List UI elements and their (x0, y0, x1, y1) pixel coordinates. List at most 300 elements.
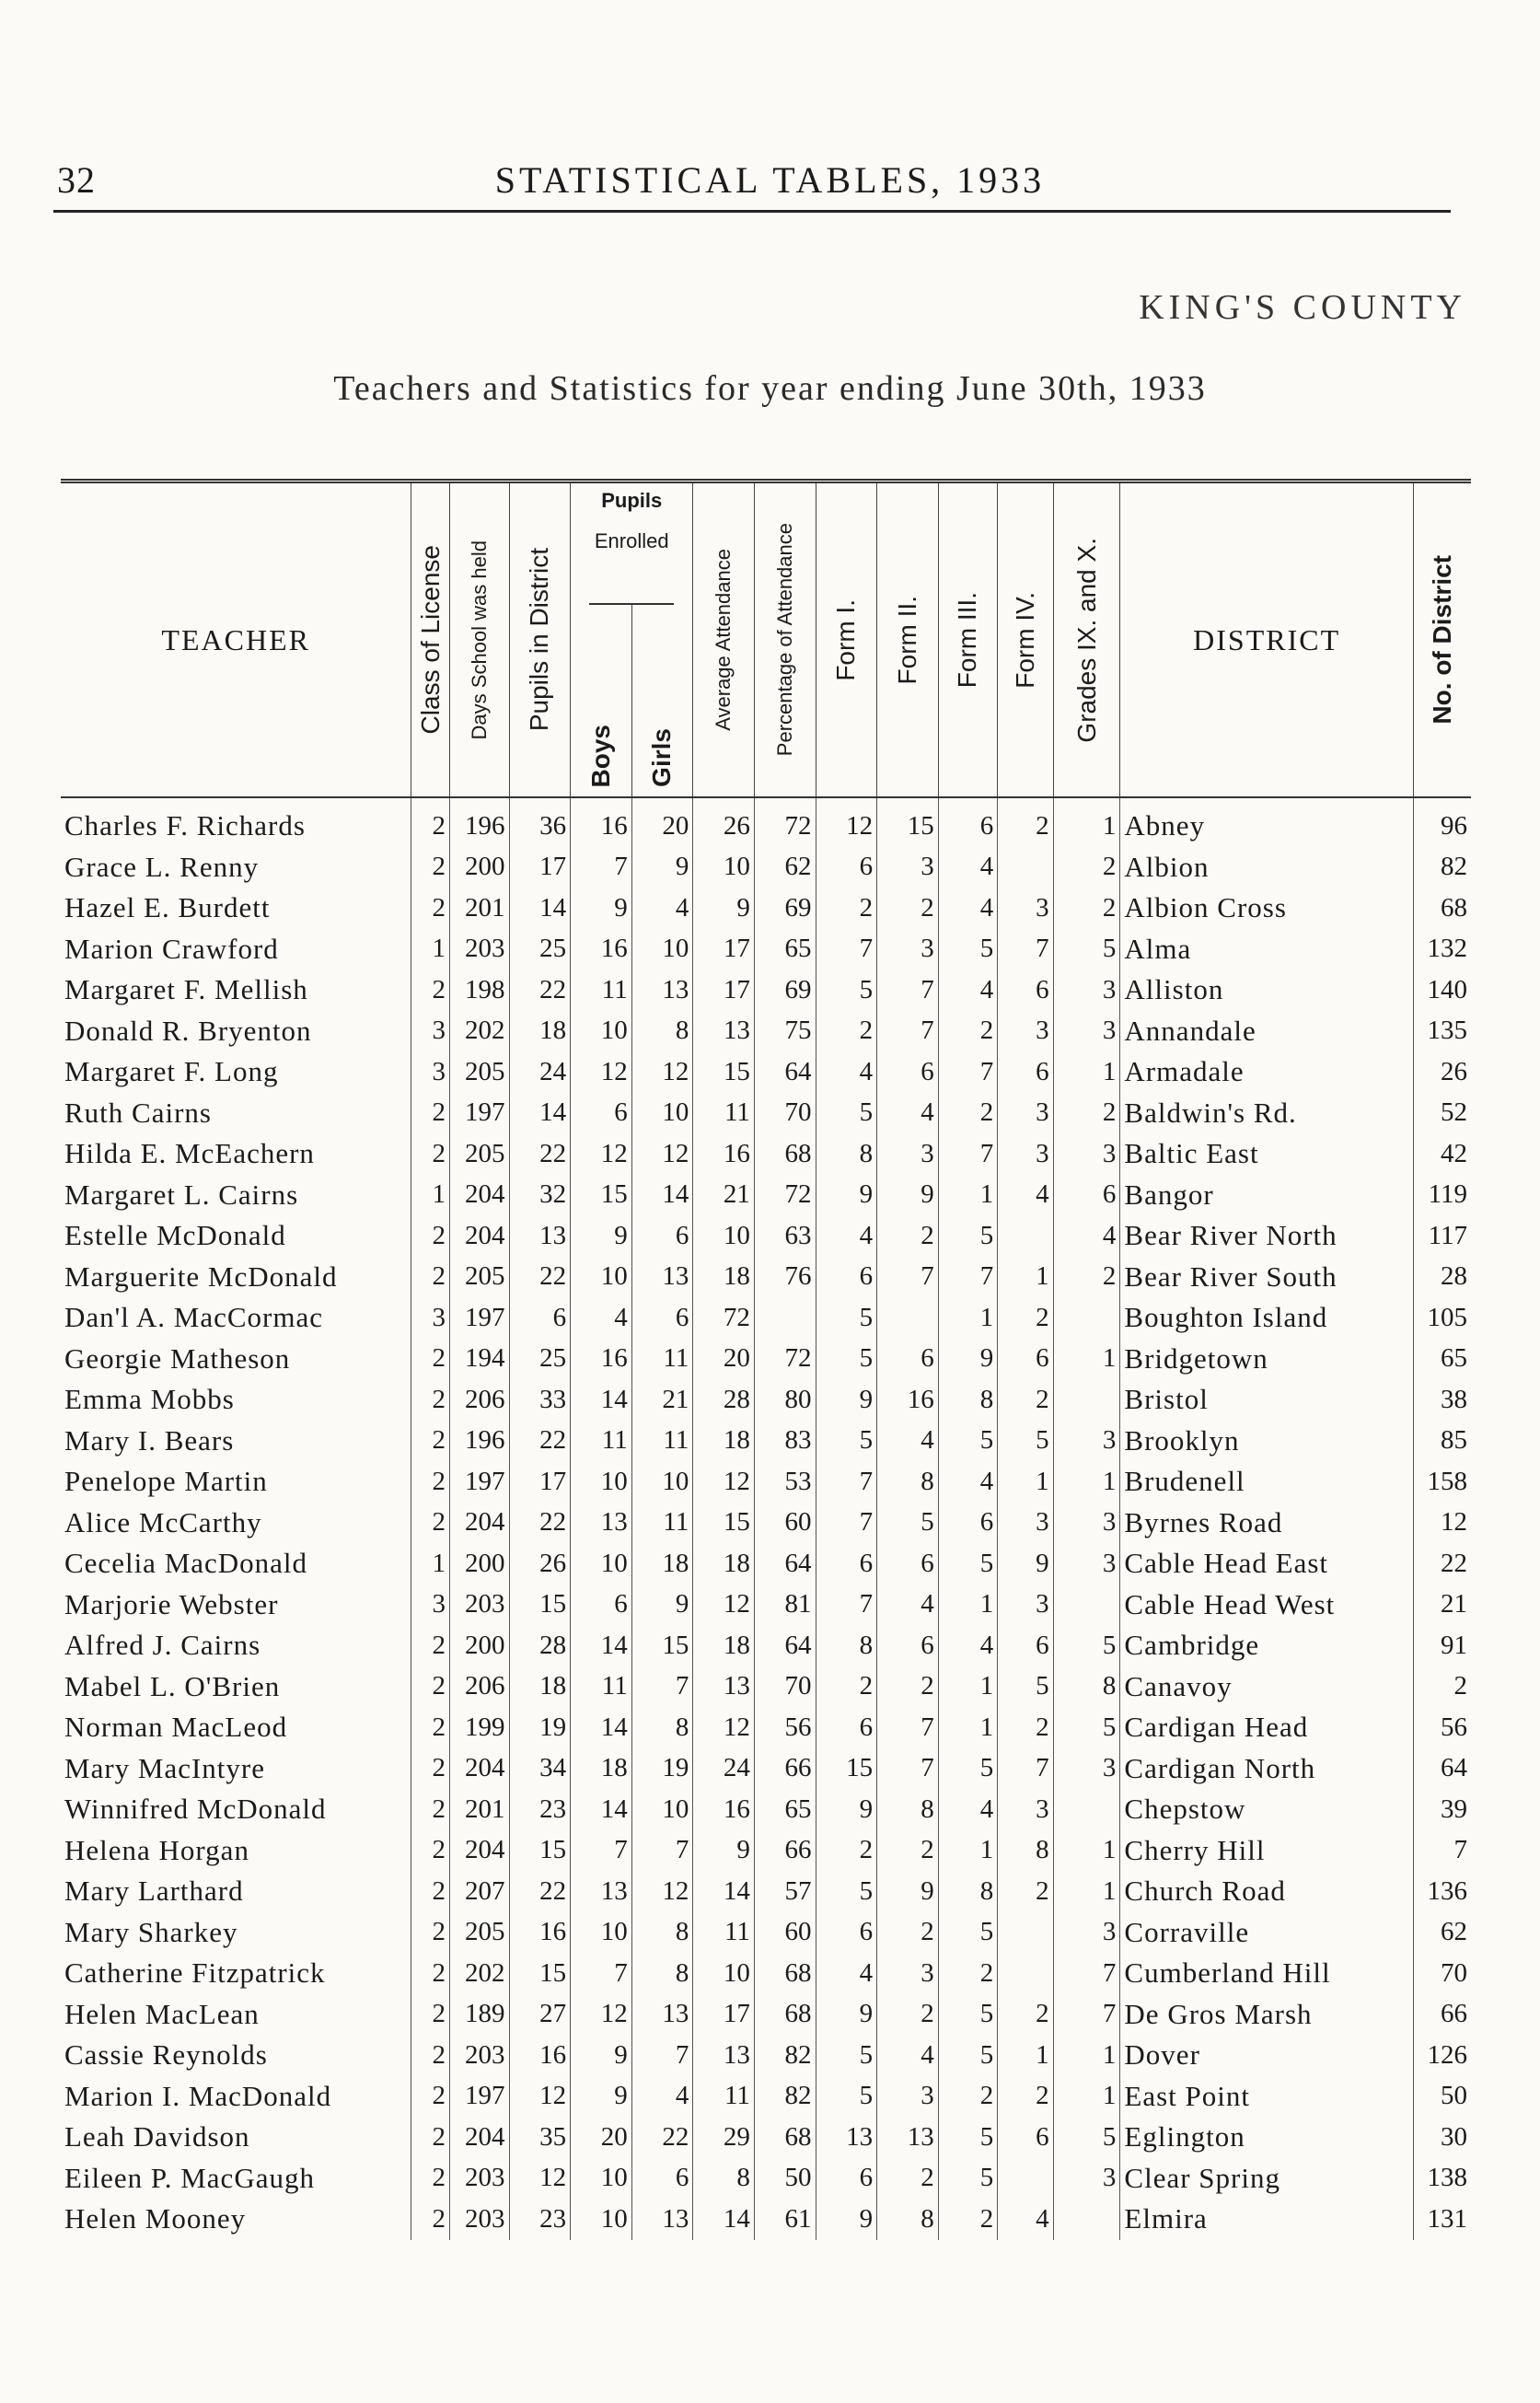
grades-cell: 1 (1053, 1830, 1120, 1872)
grades-cell (1053, 1297, 1120, 1339)
average-attendance-cell: 14 (693, 1871, 755, 1912)
average-attendance-cell: 15 (693, 1051, 755, 1093)
form-2-cell: 8 (877, 2199, 939, 2240)
days-held-cell: 200 (450, 847, 510, 888)
form-3-cell: 7 (938, 1051, 998, 1093)
license-class-cell: 2 (411, 2158, 450, 2200)
grades-cell: 2 (1053, 847, 1120, 888)
boys-cell: 13 (571, 1871, 632, 1912)
table-row (61, 2117, 1471, 2158)
percentage-attendance-cell: 70 (754, 1093, 816, 1134)
boys-cell: 11 (571, 1666, 632, 1708)
form-4-cell: 3 (998, 1585, 1053, 1626)
license-class-cell: 2 (411, 1789, 450, 1830)
percentage-attendance-cell: 64 (754, 1543, 816, 1585)
average-attendance-cell: 13 (693, 1011, 755, 1052)
district-number-cell: 66 (1413, 1994, 1471, 2036)
district-cell: Abney (1120, 797, 1413, 847)
table-row (61, 1175, 1471, 1216)
average-attendance-cell: 13 (693, 2035, 755, 2076)
license-class-cell: 2 (411, 1503, 450, 1544)
table-row (61, 1461, 1471, 1503)
form-2-cell: 7 (877, 1707, 939, 1748)
license-class-cell: 2 (411, 1215, 450, 1257)
form-2-cell: 7 (877, 1748, 939, 1790)
teacher-cell: Margaret F. Mellish (64, 973, 308, 1006)
girls-cell: 19 (631, 1748, 693, 1790)
table-row (61, 1871, 1471, 1912)
form-1-cell: 2 (816, 1011, 877, 1052)
teacher-cell: Cassie Reynolds (64, 2038, 268, 2072)
grades-cell: 2 (1053, 1093, 1120, 1134)
percentage-attendance-cell: 75 (754, 1011, 816, 1052)
column-header-form-4: Form IV. (998, 482, 1053, 798)
grades-cell: 1 (1053, 1461, 1120, 1503)
form-3-cell: 2 (938, 2199, 998, 2240)
table-row (61, 1011, 1471, 1052)
pupils-in-district-cell: 22 (509, 1503, 571, 1544)
boys-cell: 10 (571, 1011, 632, 1052)
days-held-cell: 200 (450, 1625, 510, 1666)
form-4-cell: 2 (998, 1707, 1053, 1748)
district-cell: Baldwin's Rd. (1120, 1093, 1413, 1134)
pupils-in-district-cell: 27 (509, 1994, 571, 2036)
boys-cell: 7 (571, 1953, 632, 1994)
column-header-days-held: Days School was held (450, 482, 510, 798)
boys-cell: 7 (571, 847, 632, 888)
district-cell: Corraville (1120, 1912, 1413, 1954)
days-held-cell: 194 (450, 1339, 510, 1380)
boys-cell: 11 (571, 969, 632, 1011)
form-1-cell: 5 (816, 2035, 877, 2076)
grades-cell: 8 (1053, 1666, 1120, 1708)
teacher-cell: Eileen P. MacGaugh (64, 2161, 315, 2194)
district-cell: Cardigan North (1120, 1748, 1413, 1790)
district-number-cell: 96 (1413, 797, 1471, 847)
district-cell: Bridgetown (1120, 1339, 1413, 1380)
column-header-form-3: Form III. (938, 482, 998, 798)
form-3-cell: 6 (938, 1503, 998, 1544)
form-4-cell: 2 (998, 1297, 1053, 1339)
form-2-cell: 7 (877, 1011, 939, 1052)
boys-cell: 15 (571, 1175, 632, 1216)
teacher-cell: Helen MacLean (64, 1997, 260, 2030)
form-3-cell: 5 (938, 1215, 998, 1257)
pupils-in-district-cell: 12 (509, 2158, 571, 2200)
boys-cell: 16 (571, 797, 632, 847)
form-2-cell: 5 (877, 1503, 939, 1544)
district-number-cell: 91 (1413, 1625, 1471, 1666)
district-number-cell: 68 (1413, 888, 1471, 929)
form-4-cell: 6 (998, 2117, 1053, 2158)
grades-cell (1053, 2199, 1120, 2240)
average-attendance-cell: 18 (693, 1421, 755, 1462)
days-held-cell: 197 (450, 1461, 510, 1503)
teacher-cell: Marion Crawford (64, 932, 279, 965)
license-class-cell: 2 (411, 1994, 450, 2036)
average-attendance-cell: 14 (693, 2199, 755, 2240)
district-cell: De Gros Marsh (1120, 1994, 1413, 2036)
pupils-in-district-cell: 22 (509, 1133, 571, 1175)
grades-cell: 1 (1053, 2076, 1120, 2118)
grades-cell: 5 (1053, 1625, 1120, 1666)
days-held-cell: 203 (450, 1585, 510, 1626)
form-1-cell: 7 (816, 1585, 877, 1626)
district-number-cell: 42 (1413, 1133, 1471, 1175)
form-3-cell: 2 (938, 1953, 998, 1994)
column-header-grades: Grades IX. and X. (1053, 482, 1120, 798)
form-4-cell: 4 (998, 2199, 1053, 2240)
girls-cell: 8 (631, 1953, 693, 1994)
form-4-cell: 4 (998, 1175, 1053, 1216)
column-header-class-of-license: Class of License (411, 482, 450, 798)
girls-cell: 18 (631, 1543, 693, 1585)
form-2-cell: 13 (877, 2117, 939, 2158)
girls-cell: 6 (631, 2158, 693, 2200)
license-class-cell: 2 (411, 1912, 450, 1954)
district-number-cell: 7 (1413, 1830, 1471, 1872)
teacher-cell: Winnifred McDonald (64, 1793, 327, 1826)
days-held-cell: 206 (450, 1666, 510, 1708)
form-1-cell: 9 (816, 1789, 877, 1830)
days-held-cell: 205 (450, 1257, 510, 1298)
grades-cell: 3 (1053, 969, 1120, 1011)
district-cell: Cumberland Hill (1120, 1953, 1413, 1994)
statistics-table (61, 479, 1471, 2240)
district-number-cell: 140 (1413, 969, 1471, 1011)
percentage-attendance-cell: 83 (754, 1421, 816, 1462)
district-number-cell: 158 (1413, 1461, 1471, 1503)
license-class-cell: 2 (411, 1461, 450, 1503)
column-header-form-1: Form I. (816, 482, 877, 798)
average-attendance-cell: 12 (693, 1707, 755, 1748)
form-4-cell: 2 (998, 1871, 1053, 1912)
percentage-attendance-cell: 70 (754, 1666, 816, 1708)
grades-cell: 7 (1053, 1953, 1120, 1994)
girls-cell: 13 (631, 2199, 693, 2240)
teacher-cell: Catherine Fitzpatrick (64, 1956, 326, 1990)
percentage-attendance-cell: 57 (754, 1871, 816, 1912)
form-4-cell: 1 (998, 1461, 1053, 1503)
days-held-cell: 203 (450, 929, 510, 970)
form-4-cell: 7 (998, 1748, 1053, 1790)
average-attendance-cell: 18 (693, 1625, 755, 1666)
teacher-cell: Charles F. Richards (64, 809, 306, 842)
form-4-cell: 1 (998, 2035, 1053, 2076)
days-held-cell: 204 (450, 1215, 510, 1257)
boys-cell: 7 (571, 1830, 632, 1872)
district-cell: Chepstow (1120, 1789, 1413, 1830)
district-number-cell: 64 (1413, 1748, 1471, 1790)
form-2-cell: 2 (877, 888, 939, 929)
district-cell: Clear Spring (1120, 2158, 1413, 2200)
pupils-in-district-cell: 25 (509, 929, 571, 970)
boys-cell: 9 (571, 2035, 632, 2076)
form-2-cell: 6 (877, 1339, 939, 1380)
girls-cell: 7 (631, 1666, 693, 1708)
boys-cell: 10 (571, 1257, 632, 1298)
teacher-cell: Mabel L. O'Brien (64, 1669, 281, 1702)
license-class-cell: 2 (411, 1093, 450, 1134)
district-number-cell: 105 (1413, 1297, 1471, 1339)
teacher-cell: Marion I. MacDonald (64, 2079, 332, 2112)
table-row (61, 1297, 1471, 1339)
license-class-cell: 2 (411, 1625, 450, 1666)
grades-cell: 3 (1053, 1748, 1120, 1790)
average-attendance-cell: 11 (693, 1093, 755, 1134)
pupils-in-district-cell: 17 (509, 1461, 571, 1503)
teacher-cell: Marjorie Webster (64, 1587, 279, 1620)
girls-cell: 9 (631, 847, 693, 888)
days-held-cell: 204 (450, 1748, 510, 1790)
column-header-district: DISTRICT (1120, 482, 1413, 798)
average-attendance-cell: 16 (693, 1789, 755, 1830)
district-cell: Bear River North (1120, 1215, 1413, 1257)
form-3-cell: 8 (938, 1871, 998, 1912)
grades-cell (1053, 1379, 1120, 1421)
form-2-cell: 4 (877, 1421, 939, 1462)
girls-cell: 12 (631, 1051, 693, 1093)
form-3-cell: 4 (938, 1461, 998, 1503)
district-number-cell: 70 (1413, 1953, 1471, 1994)
column-header-average-attendance: Average Attendance (693, 482, 755, 798)
form-3-cell: 5 (938, 2035, 998, 2076)
form-3-cell: 1 (938, 1175, 998, 1216)
form-4-cell: 2 (998, 2076, 1053, 2118)
grades-cell: 3 (1053, 1133, 1120, 1175)
grades-cell: 7 (1053, 1994, 1120, 2036)
teacher-cell: Hilda E. McEachern (64, 1137, 315, 1170)
form-4-cell: 8 (998, 1830, 1053, 1872)
percentage-attendance-cell: 53 (754, 1461, 816, 1503)
table-row (61, 1707, 1471, 1748)
enrolled-label: Enrolled (594, 529, 669, 552)
teacher-cell: Mary MacIntyre (64, 1751, 265, 1784)
license-class-cell: 2 (411, 1421, 450, 1462)
teacher-cell: Helen Mooney (64, 2202, 247, 2235)
district-number-cell: 28 (1413, 1257, 1471, 1298)
boys-cell: 12 (571, 1994, 632, 2036)
teacher-cell: Ruth Cairns (64, 1096, 212, 1129)
grades-cell: 3 (1053, 1543, 1120, 1585)
pupils-in-district-cell: 6 (509, 1297, 571, 1339)
table-row (61, 888, 1471, 929)
form-4-cell: 1 (998, 1257, 1053, 1298)
girls-cell: 6 (631, 1297, 693, 1339)
form-4-cell: 9 (998, 1543, 1053, 1585)
boys-cell: 10 (571, 1461, 632, 1503)
grades-cell: 5 (1053, 1707, 1120, 1748)
form-2-cell (877, 1297, 939, 1339)
days-held-cell: 203 (450, 2035, 510, 2076)
license-class-cell: 2 (411, 2199, 450, 2240)
days-held-cell: 206 (450, 1379, 510, 1421)
form-1-cell: 4 (816, 1953, 877, 1994)
pupils-in-district-cell: 22 (509, 1871, 571, 1912)
girls-cell: 14 (631, 1175, 693, 1216)
district-cell: Eglington (1120, 2117, 1413, 2158)
table-row (61, 1625, 1471, 1666)
form-1-cell: 5 (816, 1339, 877, 1380)
form-3-cell: 1 (938, 1666, 998, 1708)
average-attendance-cell: 10 (693, 847, 755, 888)
form-3-cell: 5 (938, 929, 998, 970)
grades-cell: 3 (1053, 1421, 1120, 1462)
percentage-attendance-cell: 82 (754, 2035, 816, 2076)
district-number-cell: 39 (1413, 1789, 1471, 1830)
percentage-attendance-cell: 66 (754, 1830, 816, 1872)
form-4-cell: 3 (998, 1133, 1053, 1175)
percentage-attendance-cell: 68 (754, 1953, 816, 1994)
percentage-attendance-cell: 72 (754, 797, 816, 847)
form-3-cell: 5 (938, 1912, 998, 1954)
teacher-cell: Leah Davidson (64, 2120, 250, 2153)
district-cell: Albion Cross (1120, 888, 1413, 929)
license-class-cell: 3 (411, 1011, 450, 1052)
grades-cell: 1 (1053, 2035, 1120, 2076)
boys-cell: 16 (571, 929, 632, 970)
district-number-cell: 22 (1413, 1543, 1471, 1585)
form-4-cell: 5 (998, 1666, 1053, 1708)
pupils-label: Pupils (601, 489, 663, 512)
percentage-attendance-cell: 66 (754, 1748, 816, 1790)
girls-cell: 8 (631, 1912, 693, 1954)
teacher-cell: Cecelia MacDonald (64, 1547, 308, 1580)
percentage-attendance-cell: 61 (754, 2199, 816, 2240)
average-attendance-cell: 11 (693, 1912, 755, 1954)
form-3-cell: 5 (938, 2117, 998, 2158)
license-class-cell: 2 (411, 888, 450, 929)
column-header-district-number: No. of District (1413, 482, 1471, 798)
average-attendance-cell: 17 (693, 929, 755, 970)
form-3-cell: 5 (938, 1748, 998, 1790)
girls-cell: 6 (631, 1215, 693, 1257)
license-class-cell: 2 (411, 1379, 450, 1421)
district-number-cell: 30 (1413, 2117, 1471, 2158)
form-2-cell: 6 (877, 1543, 939, 1585)
average-attendance-cell: 8 (693, 2158, 755, 2200)
form-4-cell: 6 (998, 1051, 1053, 1093)
form-2-cell: 2 (877, 1912, 939, 1954)
form-2-cell: 2 (877, 1666, 939, 1708)
percentage-attendance-cell: 80 (754, 1379, 816, 1421)
girls-cell: 20 (631, 797, 693, 847)
teacher-cell: Margaret F. Long (64, 1055, 279, 1088)
teacher-cell: Mary Larthard (64, 1875, 244, 1908)
form-3-cell: 1 (938, 1585, 998, 1626)
form-3-cell: 9 (938, 1339, 998, 1380)
grades-cell: 5 (1053, 2117, 1120, 2158)
average-attendance-cell: 9 (693, 1830, 755, 1872)
days-held-cell: 201 (450, 1789, 510, 1830)
days-held-cell: 196 (450, 797, 510, 847)
form-3-cell: 5 (938, 2158, 998, 2200)
boys-cell: 10 (571, 1912, 632, 1954)
percentage-attendance-cell: 82 (754, 2076, 816, 2118)
form-3-cell: 4 (938, 969, 998, 1011)
boys-cell: 18 (571, 1748, 632, 1790)
license-class-cell: 2 (411, 2035, 450, 2076)
table-row (61, 1912, 1471, 1954)
average-attendance-cell: 18 (693, 1543, 755, 1585)
form-3-cell: 5 (938, 1421, 998, 1462)
form-2-cell: 15 (877, 797, 939, 847)
percentage-attendance-cell: 64 (754, 1051, 816, 1093)
district-number-cell: 50 (1413, 2076, 1471, 2118)
form-1-cell: 8 (816, 1133, 877, 1175)
average-attendance-cell: 10 (693, 1953, 755, 1994)
form-2-cell: 4 (877, 1585, 939, 1626)
percentage-attendance-cell: 72 (754, 1175, 816, 1216)
license-class-cell: 2 (411, 1339, 450, 1380)
teacher-cell: Norman MacLeod (64, 1711, 288, 1744)
table-row (61, 1666, 1471, 1708)
form-1-cell: 2 (816, 1666, 877, 1708)
days-held-cell: 202 (450, 1953, 510, 1994)
form-1-cell: 6 (816, 1543, 877, 1585)
form-3-cell: 1 (938, 1830, 998, 1872)
license-class-cell: 2 (411, 1133, 450, 1175)
percentage-attendance-cell: 81 (754, 1585, 816, 1626)
form-4-cell (998, 847, 1053, 888)
days-held-cell: 203 (450, 2199, 510, 2240)
pupils-in-district-cell: 19 (509, 1707, 571, 1748)
boys-cell: 14 (571, 1625, 632, 1666)
table-row (61, 1748, 1471, 1790)
girls-cell: 10 (631, 929, 693, 970)
form-2-cell: 3 (877, 847, 939, 888)
pupils-in-district-cell: 15 (509, 1953, 571, 1994)
table-row (61, 1257, 1471, 1298)
teacher-cell: Alice McCarthy (64, 1505, 262, 1538)
pupils-in-district-cell: 12 (509, 2076, 571, 2118)
district-number-cell: 126 (1413, 2035, 1471, 2076)
form-3-cell: 7 (938, 1257, 998, 1298)
district-number-cell: 117 (1413, 1215, 1471, 1257)
license-class-cell: 3 (411, 1051, 450, 1093)
form-3-cell: 8 (938, 1379, 998, 1421)
form-4-cell: 3 (998, 1503, 1053, 1544)
form-4-cell: 5 (998, 1421, 1053, 1462)
license-class-cell: 2 (411, 1953, 450, 1994)
district-number-cell: 138 (1413, 2158, 1471, 2200)
district-cell: East Point (1120, 2076, 1413, 2118)
form-1-cell: 9 (816, 1175, 877, 1216)
pupils-in-district-cell: 14 (509, 1093, 571, 1134)
district-number-cell: 2 (1413, 1666, 1471, 1708)
column-header-form-2: Form II. (877, 482, 939, 798)
form-2-cell: 3 (877, 1953, 939, 1994)
average-attendance-cell: 13 (693, 1666, 755, 1708)
girls-cell: 10 (631, 1093, 693, 1134)
girls-cell: 13 (631, 969, 693, 1011)
form-2-cell: 9 (877, 1871, 939, 1912)
average-attendance-cell: 17 (693, 1994, 755, 2036)
boys-cell: 10 (571, 2199, 632, 2240)
pupils-in-district-cell: 33 (509, 1379, 571, 1421)
pupils-in-district-cell: 15 (509, 1830, 571, 1872)
pupils-in-district-cell: 25 (509, 1339, 571, 1380)
average-attendance-cell: 26 (693, 797, 755, 847)
form-4-cell: 2 (998, 1994, 1053, 2036)
average-attendance-cell: 12 (693, 1585, 755, 1626)
form-1-cell: 5 (816, 1093, 877, 1134)
license-class-cell: 2 (411, 1666, 450, 1708)
district-number-cell: 135 (1413, 1011, 1471, 1052)
grades-cell (1053, 1789, 1120, 1830)
teacher-cell: Dan'l A. MacCormac (64, 1301, 323, 1334)
license-class-cell: 2 (411, 1830, 450, 1872)
